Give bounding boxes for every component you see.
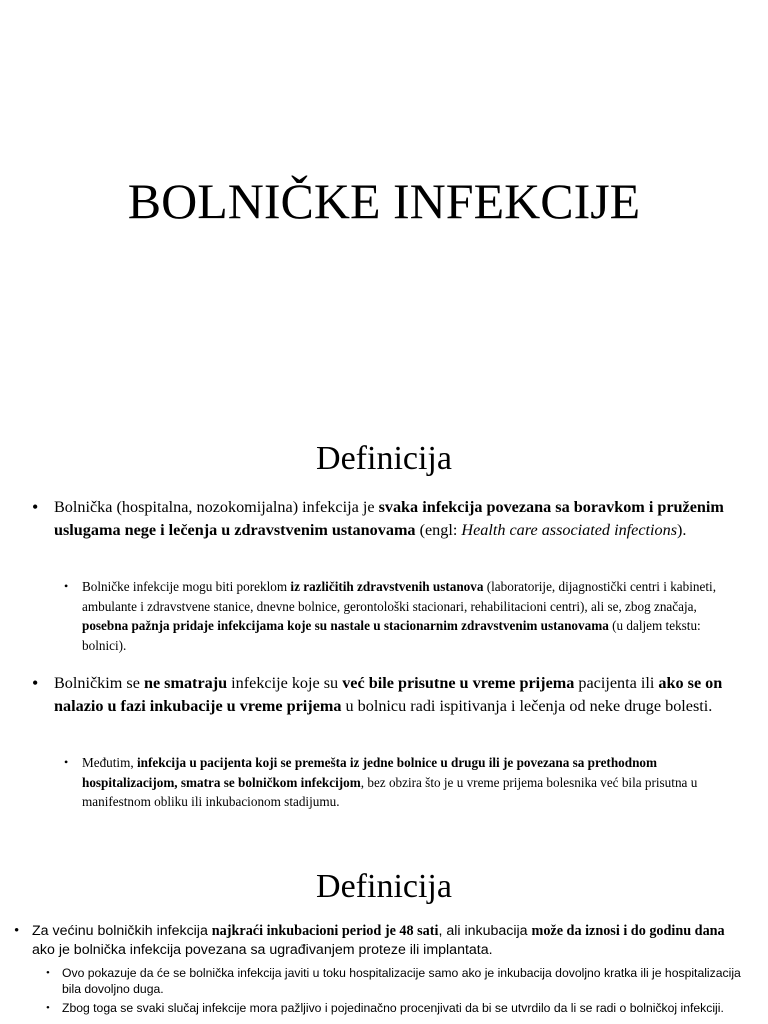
definition-slide-1 (0, 430, 768, 850)
bold-run: ne smatraju (143, 674, 228, 692)
transfer-paragraph (82, 753, 732, 812)
sub-bullet-icon: • (64, 755, 69, 769)
text-run: ako je bolnička infekcija povezana sa ugrađivanjem proteze ili implantata. (32, 942, 493, 958)
bold-run: najkraći inkubacioni period je 48 sati (211, 923, 439, 939)
text-run: pacijenta ili (574, 674, 659, 692)
text-run: , ali inkubacija (438, 923, 532, 939)
bold-run: posebna pažnja pridaje infekcijama koje su nastale u stacionarnim zdravstvenim ustanovama (82, 618, 609, 633)
incubation-paragraph (32, 922, 748, 960)
text-run: , bez obzira što je u vreme prijema bolesnika već bila prisutna u manifestnom obliku ili inkubacionom stadijumu. (82, 774, 698, 809)
text-run: ). (677, 521, 687, 539)
text-run: (engl: (415, 521, 462, 539)
sub-bullet-icon: • (46, 1002, 50, 1014)
slide-heading: Definicija (316, 868, 452, 905)
text-run: Za većinu bolničkih infekcija (32, 923, 212, 939)
text-run: u bolnicu radi ispitivanja i lečenja od neke druge bolesti. (341, 697, 713, 715)
bullet-icon: • (14, 923, 20, 939)
sub-bullet-icon: • (64, 579, 69, 593)
text-run: Međutim, (82, 755, 137, 770)
text-run: Bolničkim se (54, 674, 144, 692)
text-run: Bolničke infekcije mogu biti poreklom (82, 579, 291, 594)
bold-run: već bile prisutne u vreme prijema (342, 674, 575, 692)
bold-run: infekcija u pacijenta koji se premešta iz jedne bolnice u drugu ili je povezana sa prethodnom hospitalizacijom, smatra se bolničkom infekcijom (82, 755, 658, 790)
assessment-paragraph: Zbog toga se svaki slučaj infekcije mora pažljivo i pojedinačno procenjivati da bi se utvrdilo da li se radi o bolničkoj infekciji. (62, 1001, 724, 1015)
italic-run: Health care associated infections (461, 521, 678, 539)
text-run: infekcije koje su (227, 674, 343, 692)
origin-paragraph (82, 577, 732, 655)
bold-run: svaka infekcija povezana sa boravkom i pruženim uslugama nege i lečenja u zdravstvenim ustanovama (54, 498, 724, 539)
exclusion-paragraph (54, 672, 734, 718)
bullet-icon: • (32, 497, 39, 517)
title-slide (0, 0, 768, 430)
hospitalization-paragraph: Ovo pokazuje da će se bolnička infekcija javiti u toku hospitalizacije samo ako je inkubacija dovoljno kratka ili je hospitalizacija bila dovoljno duga. (62, 966, 741, 996)
page-title: BOLNIČKE INFEKCIJE (127, 173, 641, 229)
sub-bullet-icon: • (46, 967, 50, 979)
definition-paragraph (54, 496, 734, 542)
text-run: Bolnička (hospitalna, nozokomijalna) infekcija je (54, 498, 379, 516)
text-run: (laboratorije, dijagnostički centri i kabineti, ambulante i zdravstvene stanice, dnevne bolnice, gerontološki stacionari, rehabilitacioni centri), ali se, zbog značaja, (82, 579, 716, 614)
definition-slide-2 (0, 850, 768, 1024)
slide-heading: Definicija (316, 440, 452, 477)
bold-run: može da iznosi i do godinu dana (531, 923, 725, 939)
text-run: (u daljem tekstu: bolnici). (82, 618, 701, 653)
bullet-icon: • (32, 673, 39, 693)
bold-run: iz različitih zdravstvenih ustanova (290, 579, 484, 594)
bold-run: ako se on nalazio u fazi inkubacije u vreme prijema (54, 674, 723, 715)
